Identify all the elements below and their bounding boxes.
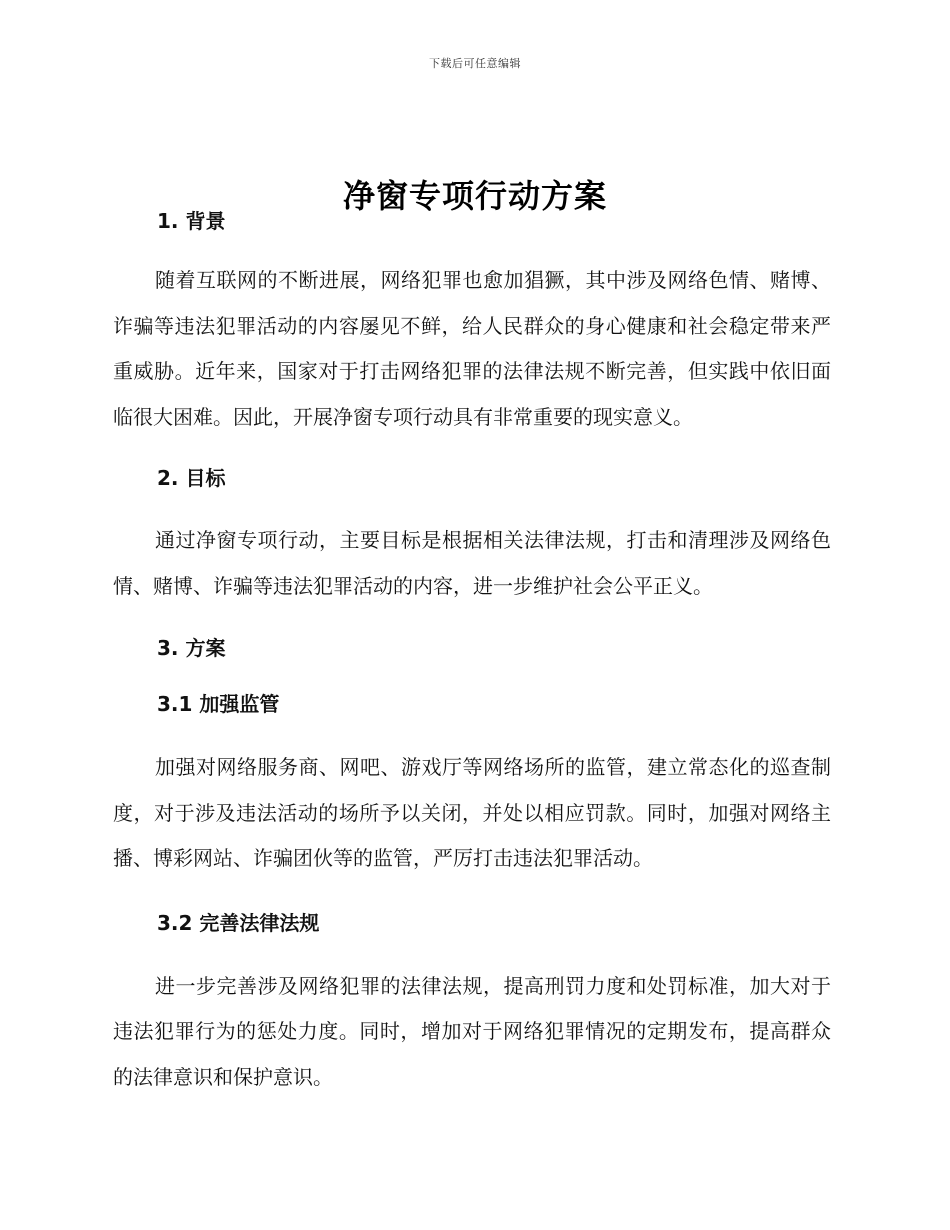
paragraph-goal: 通过净窗专项行动，主要目标是根据相关法律法规，打击和清理涉及网络色情、赌博、诈骗等违法犯罪活动的内容，进一步维护社会公平正义。 xyxy=(113,528,831,598)
section-heading-plan: 3. 方案 xyxy=(157,636,226,660)
section-heading-goal: 2. 目标 xyxy=(157,466,226,490)
paragraph-supervision: 加强对网络服务商、网吧、游戏厅等网络场所的监管，建立常态化的巡查制度，对于涉及违法活动的场所予以关闭，并处以相应罚款。同时，加强对网络主播、博彩网站、诈骗团伙等的监管，严厉打击违法犯罪活动。 xyxy=(113,755,831,870)
paragraph-law: 进一步完善涉及网络犯罪的法律法规，提高刑罚力度和处罚标准，加大对于违法犯罪行为的惩处力度。同时，增加对于网络犯罪情况的定期发布，提高群众的法律意识和保护意识。 xyxy=(113,973,831,1089)
section-heading-background: 1. 背景 xyxy=(157,209,226,233)
subsection-heading-law: 3.2 完善法律法规 xyxy=(157,910,320,935)
document-title: 净窗专项行动方案 xyxy=(342,177,607,216)
paragraph-background: 随着互联网的不断进展，网络犯罪也愈加猖獗，其中涉及网络色情、赌博、诈骗等违法犯罪活动的内容屡见不鲜，给人民群众的身心健康和社会稳定带来严重威胁。近年来，国家对于打击网络犯罪的法律法规不断完善，但实践中依旧面临很大困难。因此，开展净窗专项行动具有非常重要的现实意义。 xyxy=(113,268,831,429)
document-body xyxy=(113,205,831,1100)
subsection-heading-supervision: 3.1 加强监管 xyxy=(157,692,280,716)
header-note: 下载后可任意编辑 xyxy=(429,57,521,70)
